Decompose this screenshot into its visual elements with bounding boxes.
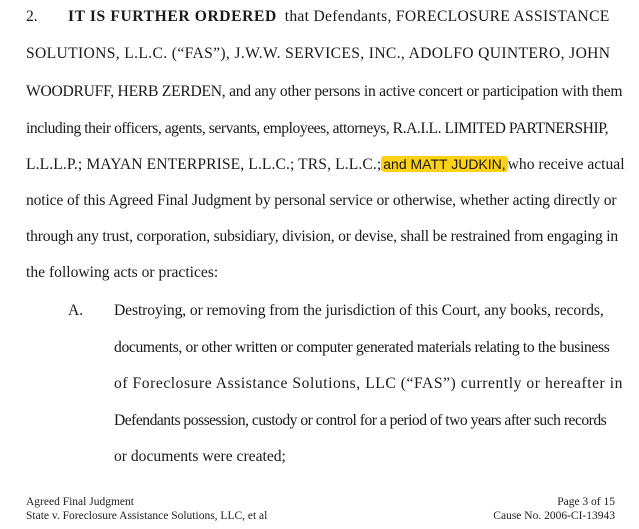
footer-case-name: State v. Foreclosure Assistance Solutions, LLC, et al bbox=[26, 510, 268, 522]
item-a-line-2: documents, or other written or computer generated materials relating to the business bbox=[114, 339, 610, 356]
paragraph-line-5 bbox=[26, 155, 625, 174]
item-a-line-4: Defendants possession, custody or control for a period of two years after such records bbox=[114, 412, 607, 429]
paragraph-line-7: through any trust, corporation, subsidiary, division, or devise, shall be restrained from engaging in bbox=[26, 228, 619, 245]
item-letter: A. bbox=[68, 302, 84, 319]
paragraph-line-3: WOODRUFF, HERB ZERDEN, and any other persons in active concert or participation with them bbox=[26, 83, 623, 100]
paragraph-line-text: who receive actual bbox=[507, 156, 625, 173]
paragraph-line-8: the following acts or practices: bbox=[26, 264, 219, 281]
paragraph-line-4: including their officers, agents, servants, employees, attorneys, R.A.I.L. LIMITED PARTNERSHIP, bbox=[26, 120, 609, 137]
footer-page-number: Page 3 of 15 bbox=[557, 496, 615, 508]
paragraph-line-1 bbox=[26, 8, 616, 26]
paragraph-line-6: notice of this Agreed Final Judgment by personal service or otherwise, whether acting directly or bbox=[26, 192, 617, 209]
item-a-line-3: of Foreclosure Assistance Solutions, LLC (“FAS”) currently or hereafter in bbox=[114, 375, 623, 392]
paragraph-lead: IT IS FURTHER ORDERED bbox=[68, 8, 277, 25]
footer-cause-number: Cause No. 2006-CI-13943 bbox=[493, 510, 615, 522]
footer-title: Agreed Final Judgment bbox=[26, 496, 134, 508]
paragraph-line-text: that Defendants, FORECLOSURE ASSISTANCE bbox=[284, 8, 610, 25]
item-a-line-5: or documents were created; bbox=[114, 448, 286, 465]
paragraph-line-text: L.L.L.P.; MAYAN ENTERPRISE, L.L.C.; TRS, L.L.C.; bbox=[26, 156, 382, 173]
paragraph-number: 2. bbox=[26, 8, 38, 25]
paragraph-line-2: SOLUTIONS, L.L.C. (“FAS”), J.W.W. SERVICES, INC., ADOLFO QUINTERO, JOHN bbox=[26, 45, 611, 62]
highlighted-text: and MATT JUDKIN, bbox=[383, 156, 506, 172]
item-line-text: Destroying, or removing from the jurisdiction of this Court, any books, records, bbox=[114, 302, 604, 319]
